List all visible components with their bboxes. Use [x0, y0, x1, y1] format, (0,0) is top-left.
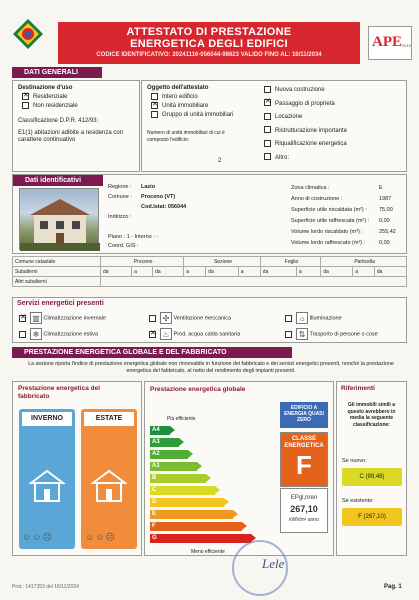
- building-photo: [19, 188, 99, 250]
- ventilazione-label: Ventilazione meccanica: [173, 315, 232, 322]
- epgl-unit: kWh/m² anno: [289, 517, 319, 523]
- ape-logo: APE 2015: [368, 26, 412, 60]
- footer-page: Pag. 1: [384, 584, 402, 590]
- sup-raff-label: Superficie utile raffrescata (m²) :: [291, 218, 370, 224]
- estate-label: ESTATE: [84, 412, 134, 426]
- code-line: CODICE IDENTIFICATIVO: 20241116-056044-98623 VALIDO FINO AL: 16/11/2034: [96, 52, 322, 58]
- motivo-box: [258, 80, 407, 172]
- climatizzazione-estiva-label: Climatizzazione estiva: [43, 331, 98, 338]
- lift-icon: ⇅: [296, 328, 308, 340]
- passaggio-proprieta-label: Passaggio di proprietà: [275, 100, 335, 107]
- trasporto-label: Trasporto di persone o cose: [309, 331, 378, 338]
- bulb-icon: ☼: [296, 312, 308, 324]
- sup-risc-value: 75,00: [379, 207, 393, 213]
- acqua-calda-label: Prod. acqua calda sanitaria: [173, 331, 241, 338]
- gruppo-unita-checkbox[interactable]: [151, 111, 158, 118]
- estate-faces-icon: ☺☺☹: [85, 532, 116, 542]
- residenziale-label: Residenziale: [33, 94, 68, 101]
- catasto-table: [12, 256, 407, 287]
- unita-immobiliare-checkbox[interactable]: [151, 102, 158, 109]
- inverno-label: INVERNO: [22, 412, 72, 426]
- nuovo-label: Se nuovo:: [342, 458, 367, 464]
- header-band: [58, 22, 360, 64]
- non-residenziale-label: Non residenziale: [33, 103, 78, 110]
- footer-prot: Prot.: 1417353 del 16/11/2024: [12, 584, 79, 590]
- riqualificazione-checkbox[interactable]: [264, 140, 271, 147]
- classificazione-label: Classificazione D.P.R. 412/93:: [18, 118, 99, 125]
- table-row: Subalterni da a da a da a da a da a da: [13, 267, 407, 277]
- vol-risc-value: 255,42: [379, 229, 396, 235]
- ristrutturazione-checkbox[interactable]: [264, 126, 271, 133]
- ristrutturazione-label: Ristrutturazione importante: [275, 127, 348, 134]
- classificazione-value: E1(1) abitazioni adibite a residenza con carattere continuativo: [18, 130, 124, 144]
- prestazione-description: La sezione riporta l'indice di prestazione energetica globale non rinnovabile in funzione del fabbricato e dei servizi energetici presenti, nonché la prestazione energetica del fabbricato, al netto del rendimento degli impianti presenti.: [28, 361, 394, 374]
- epgl-value: 267,10: [290, 504, 318, 514]
- comune-value: Proceno (VT): [141, 194, 176, 200]
- inverno-faces-icon: ☺☺☹: [22, 532, 53, 542]
- anno-label: Anno di costruzione :: [291, 196, 343, 202]
- climatizzazione-invernale-checkbox[interactable]: [19, 315, 26, 322]
- globale-title: Prestazione energetica globale: [150, 386, 246, 393]
- nuova-costruzione-checkbox[interactable]: [264, 86, 271, 93]
- sup-raff-value: 0,00: [379, 218, 390, 224]
- nuova-costruzione-label: Nuova costruzione: [275, 87, 325, 93]
- inverno-card: [19, 409, 75, 549]
- class-bar-a2: A2: [150, 450, 188, 459]
- fabbricato-panel: [12, 381, 142, 556]
- cod-istat: Cod.Istat: 056044: [141, 204, 187, 210]
- table-row: Comune catastale Proceno Sezione Foglio Particella: [13, 257, 407, 267]
- oggetto-title: Oggetto dell'attestato: [147, 85, 209, 91]
- vol-raff-label: Volume lordo raffrescato (m³) :: [291, 240, 366, 246]
- unita-immobiliare-label: Unità immobiliare: [162, 103, 209, 110]
- sup-risc-label: Superficie utile riscaldata (m²) :: [291, 207, 367, 213]
- regione-label: Regione :: [108, 184, 132, 190]
- vol-raff-value: 0,00: [379, 240, 390, 246]
- estate-card: [81, 409, 137, 549]
- title-line1: ATTESTATO DI PRESTAZIONE: [126, 26, 292, 38]
- destinazione-title: Destinazione d'uso: [18, 85, 73, 91]
- radiator-icon: ▥: [30, 312, 42, 324]
- altro-label: Altro:: [275, 154, 290, 161]
- riqualificazione-label: Riqualificazione energetica: [275, 141, 347, 147]
- zona-climatica-value: E: [379, 185, 383, 191]
- non-residenziale-checkbox[interactable]: [22, 102, 29, 109]
- epgl-box: [280, 488, 328, 533]
- nuovo-value: C (99,48): [342, 468, 402, 486]
- passaggio-proprieta-checkbox[interactable]: [264, 99, 271, 106]
- globale-panel: [144, 381, 334, 556]
- classe-label: CLASSE ENERGETICA: [284, 436, 324, 449]
- esistente-value: F (267,10): [342, 508, 402, 526]
- residenziale-checkbox[interactable]: [22, 93, 29, 100]
- class-bar-e: E: [150, 510, 233, 519]
- zona-climatica-label: Zona climatica :: [291, 185, 330, 191]
- snowflake-icon: ❄: [30, 328, 42, 340]
- class-bar-f: F: [150, 522, 242, 531]
- house-winter-icon: [29, 467, 65, 503]
- riferimenti-panel: [336, 381, 407, 556]
- class-bar-d: D: [150, 498, 224, 507]
- regione-value: Lazio: [141, 184, 156, 190]
- section-prestazione: PRESTAZIONE ENERGETICA GLOBALE E DEL FABBRICATO: [12, 347, 292, 358]
- title-line2: ENERGETICA DEGLI EDIFICI: [130, 38, 288, 50]
- dati-identificativi-box: [12, 174, 407, 254]
- locazione-checkbox[interactable]: [264, 113, 271, 120]
- gruppo-unita-label: Gruppo di unità immobiliari: [162, 112, 234, 119]
- illuminazione-label: Illuminazione: [309, 315, 342, 322]
- piano-label: Piano : 1 - Interno : -: [108, 234, 159, 240]
- classe-value: F: [296, 450, 312, 480]
- class-bar-b: B: [150, 474, 206, 483]
- intero-edificio-checkbox[interactable]: [151, 93, 158, 100]
- signature: Lele: [262, 556, 285, 571]
- servizi-title: Servizi energetici presenti: [17, 300, 104, 307]
- class-bar-a1: A1: [150, 462, 197, 471]
- anno-value: 1987: [379, 196, 392, 202]
- numero-unita-value: 2: [218, 158, 222, 164]
- coord-label: Coord. GIS :: [108, 243, 139, 249]
- classe-box: [280, 432, 328, 487]
- riferimenti-title: Riferimenti: [341, 385, 375, 392]
- house-summer-icon: [91, 467, 127, 503]
- class-bar-c: C: [150, 486, 215, 495]
- piu-efficiente-label: Più efficiente: [167, 416, 196, 422]
- illuminazione-checkbox[interactable]: [285, 315, 292, 322]
- fan-icon: ✣: [160, 312, 172, 324]
- class-bar-a4: A4: [150, 426, 170, 435]
- riferimenti-text: Gli immobili simili a questo avrebbero in media la seguente classificazione:: [347, 402, 396, 428]
- locazione-label: Locazione: [275, 114, 303, 120]
- quasi-zero-box: EDIFICIO A ENERGIA QUASI ZERO: [280, 402, 328, 428]
- esistente-label: Se esistente:: [342, 498, 374, 504]
- epgl-label: EPgl,nren: [290, 495, 318, 501]
- class-bar-a3: A3: [150, 438, 179, 447]
- numero-unita-label: Numero di unità immobiliari di cui è composto l'edificio:: [147, 130, 225, 144]
- climatizzazione-estiva-checkbox[interactable]: [19, 331, 26, 338]
- trasporto-checkbox[interactable]: [285, 331, 292, 338]
- altro-checkbox[interactable]: [264, 153, 271, 160]
- acqua-calda-checkbox[interactable]: [149, 331, 156, 338]
- servizi-box: [12, 297, 407, 343]
- destinazione-box: [12, 80, 140, 172]
- class-bar-g: G: [150, 534, 251, 543]
- vol-risc-label: Volume lordo riscaldato (m³) :: [291, 229, 363, 235]
- oggetto-box: [141, 80, 271, 172]
- section-dati-identificativi: Dati identificativi: [13, 175, 103, 186]
- ventilazione-checkbox[interactable]: [149, 315, 156, 322]
- fabbricato-title: Prestazione energetica del fabbricato: [18, 385, 101, 400]
- indirizzo-label: Indirizzo :: [108, 214, 132, 220]
- comune-label: Comune :: [108, 194, 132, 200]
- intero-edificio-label: Intero edificio: [162, 94, 198, 101]
- tap-icon: ♨: [160, 328, 172, 340]
- table-row: Altri subalterni: [13, 277, 407, 287]
- climatizzazione-invernale-label: Climatizzazione invernale: [43, 315, 106, 322]
- section-dati-generali: DATI GENERALI: [12, 67, 102, 78]
- regione-logo: [12, 18, 44, 50]
- meno-efficiente-label: Meno efficiente: [191, 549, 225, 555]
